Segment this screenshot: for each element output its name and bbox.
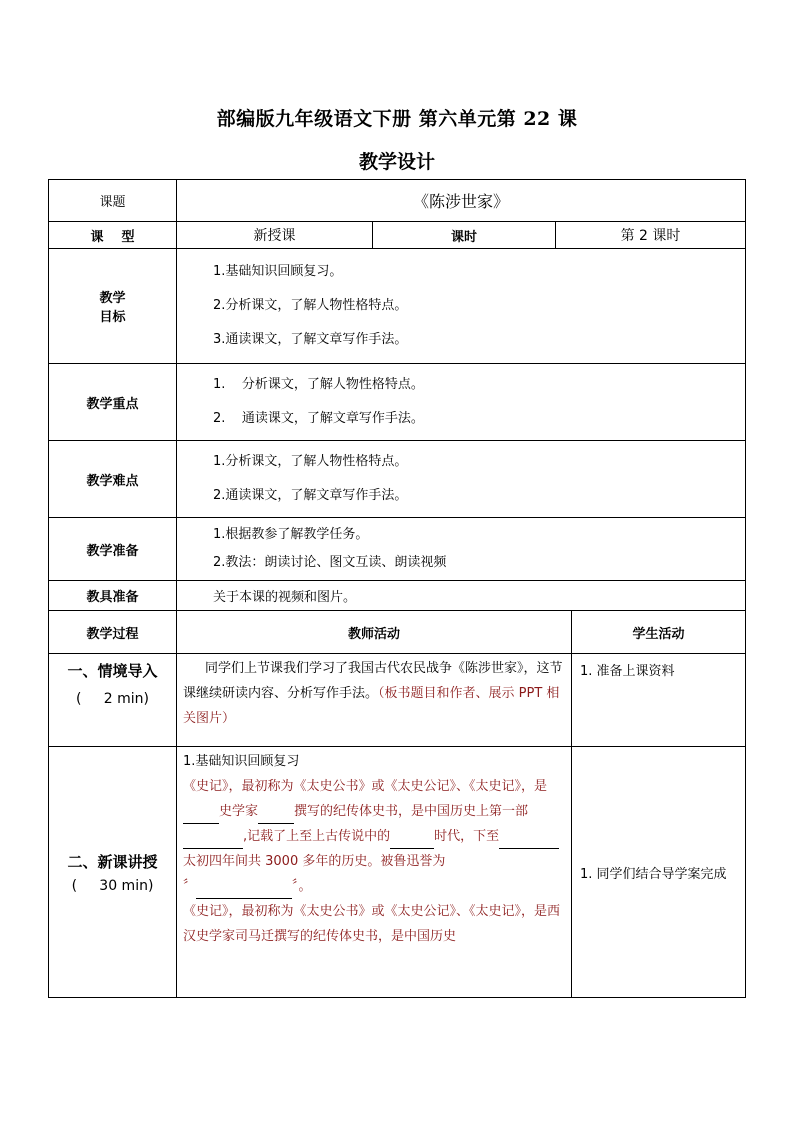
difficult-point-item: 2.通读课文，了解文章写作手法。 <box>213 488 408 503</box>
step2-fill-paragraph: 《史记》，最初称为《太史公书》或《太史公记》、《太史记》，是史学家 撰写的纪传体史书，是中国历史上第一部,记载了上至上古传说中的 时代，下至太初四年间共 3000 多年的历史。被鲁迅誉为 〞 〞。 <box>183 774 567 899</box>
fill-blank <box>499 834 559 849</box>
difficult-points-list <box>177 441 746 518</box>
prep-list <box>177 518 746 581</box>
tools-value: 关于本课的视频和图片。 <box>177 581 746 611</box>
key-points-label: 教学重点 <box>49 364 177 441</box>
fill-blank <box>196 884 292 899</box>
document-subtitle: 教学设计 <box>358 151 435 173</box>
prep-label: 教学准备 <box>49 518 177 581</box>
step1-title: 一、情境导入 <box>67 662 158 680</box>
document-title: 部编版九年级语文下册 第六单元第 22 课 <box>216 108 578 130</box>
key-point-item: 2. 通读课文，了解文章写作手法。 <box>213 411 424 426</box>
process-col-header: 教学过程 <box>49 611 177 654</box>
step2-student-activity: 1. 同学们结合导学案完成 <box>572 747 746 998</box>
goals-list <box>177 249 746 364</box>
goals-label: 教学 目标 <box>49 249 177 364</box>
lesson-plan-table <box>48 179 746 998</box>
difficult-points-label: 教学难点 <box>49 441 177 518</box>
teacher-col-header: 教师活动 <box>177 611 572 654</box>
tools-label: 教具准备 <box>49 581 177 611</box>
step2-answer-paragraph: 《史记》，最初称为《太史公书》或《太史公记》、《太史记》，是西汉史学家司马迁撰写的纪传体史书，是中国历史 <box>183 904 561 944</box>
fill-blank <box>183 834 243 849</box>
step1-cell <box>49 654 177 747</box>
step2-heading: 1.基础知识回顾复习 <box>183 754 300 769</box>
step2-time: ( 30 min) <box>71 877 154 894</box>
hours-label: 课时 <box>373 222 556 249</box>
type-label: 课 型 <box>49 222 177 249</box>
fill-blank <box>258 809 294 824</box>
step1-student-activity: 1. 准备上课资料 <box>572 654 746 747</box>
key-points-list <box>177 364 746 441</box>
topic-label: 课题 <box>49 180 177 222</box>
goal-item: 3.通读课文，了解文章写作手法。 <box>213 332 408 348</box>
step1-teacher-activity: 同学们上节课我们学习了我国古代农民战争《陈涉世家》，这节课继续研读内容、分析写作手法。（板书题目和作者、展示 PPT 相关图片） <box>177 654 572 747</box>
step2-cell <box>49 747 177 998</box>
step2-title: 二、新课讲授 <box>67 852 158 871</box>
topic-value: 《陈涉世家》 <box>177 180 746 222</box>
key-point-item: 1. 分析课文，了解人物性格特点。 <box>213 376 424 392</box>
goal-item: 2.分析课文，了解人物性格特点。 <box>213 297 408 313</box>
type-value: 新授课 <box>177 222 373 249</box>
prep-item: 1.根据教参了解教学任务。 <box>213 526 369 542</box>
fill-blank <box>390 834 434 849</box>
hours-value: 第 2 课时 <box>556 222 746 249</box>
student-col-header: 学生活动 <box>572 611 746 654</box>
goal-item: 1.基础知识回顾复习。 <box>213 263 343 279</box>
difficult-point-item: 1.分析课文，了解人物性格特点。 <box>213 453 408 469</box>
step2-teacher-activity <box>177 747 572 998</box>
fill-blank <box>183 809 219 824</box>
prep-item: 2.教法：朗读讨论、图文互读、朗读视频 <box>213 555 447 570</box>
step1-time: ( 2 min) <box>76 691 149 707</box>
